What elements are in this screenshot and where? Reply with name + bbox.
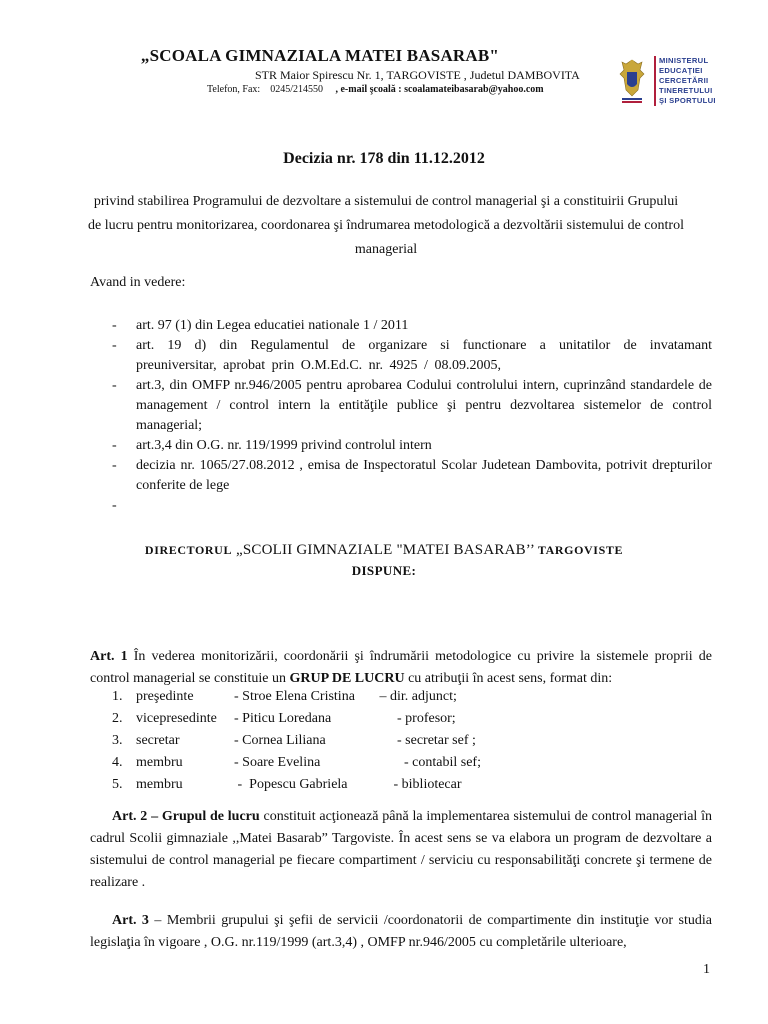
ministry-logo (618, 52, 724, 110)
member-name: - Piticu Loredana (234, 711, 332, 726)
list-item-text: art. 97 (1) din Legea educatiei nationale 1 / 2011 (136, 318, 409, 333)
legal-basis-list (90, 316, 712, 516)
article-1-text: În vederea monitorizării, coordonării şi îndrumării metodologice cu privire la sistemele proprii de control managerial se constituie un (90, 649, 713, 686)
list-item (90, 376, 712, 436)
list-item (90, 456, 712, 496)
member-number: 3. (112, 733, 123, 748)
list-dash: - (112, 438, 117, 453)
member-position: - profesor; (376, 711, 456, 726)
member-name: - Stroe Elena Cristina (234, 689, 355, 704)
member-number: 4. (112, 755, 123, 770)
article-1-label: Art. 1 (90, 649, 128, 664)
considering-heading: Avand in vedere: (90, 275, 186, 290)
ministry-line: ŞI SPORTULUI (659, 96, 716, 105)
member-role: preşedinte (136, 689, 194, 704)
director-prefix: DIRECTORUL (144, 543, 233, 557)
table-row (112, 752, 481, 774)
director-heading (0, 542, 768, 559)
list-item-text: art. 19 d) din Regulamentul de organizare si functionare a unitatilor de invatamant preuniversitar, aprobat prin O.M.Ed.C. nr. 4925 / 08.09.2005, (136, 338, 712, 373)
member-name: - Cornea Liliana (234, 733, 326, 748)
school-contact (207, 84, 544, 95)
member-position: – dir. adjunct; (376, 689, 457, 704)
list-item (90, 496, 712, 516)
member-number: 5. (112, 777, 123, 792)
member-number: 1. (112, 689, 123, 704)
phone-label: Telefon, Fax: (207, 84, 261, 95)
member-name: - Popescu Gabriela (234, 777, 348, 792)
table-row (112, 708, 481, 730)
school-name: „SCOALA GIMNAZIALA MATEI BASARAB" (140, 46, 500, 65)
article-3-label: Art. 3 (112, 913, 149, 928)
list-item-text: decizia nr. 1065/27.08.2012 , emisa de Inspectoratul Scolar Judetean Dambovita, potrivit drepturilor conferite de lege (136, 458, 712, 493)
members-list (112, 686, 481, 796)
member-role: secretar (136, 733, 180, 748)
working-group-label: GRUP DE LUCRU (289, 671, 405, 686)
decision-title: Decizia nr. 178 din 11.12.2012 (283, 150, 485, 167)
list-item-text: art.3, din OMFP nr.946/2005 pentru aprobarea Codului controlului intern, cuprinzând standardele de management / control intern la entităţile publice şi pentru dezvoltarea sistemelor de control managerial; (136, 378, 712, 433)
member-role: membru (136, 755, 183, 770)
ministry-line: TINERETULUI (659, 86, 713, 95)
list-item (90, 436, 712, 456)
phone-number: 0245/214550 (270, 84, 323, 95)
decision-subject: privind stabilirea Programului de dezvoltare a sistemului de control managerial şi a constituirii Grupului de lucru pentru monitorizarea, coordonarea şi îndrumarea metodologică a dezvoltării sistemului de control managerial (88, 194, 684, 257)
list-dash: - (112, 338, 117, 353)
coat-of-arms-icon (618, 56, 646, 106)
list-dash: - (112, 378, 117, 393)
list-item (90, 316, 712, 336)
email-label: , e-mail şcoală : (335, 84, 405, 95)
article-1 (90, 646, 712, 690)
list-item-text (136, 496, 712, 516)
email-address: scoalamateibasarab@yahoo.com (404, 84, 544, 95)
member-position: - bibliotecar (376, 777, 462, 792)
ministry-name (654, 56, 716, 106)
ministry-line: CERCETĂRII (659, 76, 709, 85)
list-item-text: art.3,4 din O.G. nr. 119/1999 privind controlul intern (136, 438, 432, 453)
page-number: 1 (703, 962, 710, 977)
ministry-line: MINISTERUL (659, 56, 709, 65)
article-3 (90, 910, 712, 954)
list-dash: - (112, 498, 117, 513)
school-address: STR Maior Spirescu Nr. 1, TARGOVISTE , Judetul DAMBOVITA (255, 68, 580, 82)
table-row (112, 730, 481, 752)
dispune-heading: DISPUNE: (351, 563, 417, 578)
member-position: - secretar sef ; (376, 733, 476, 748)
member-position: - contabil sef; (376, 755, 481, 770)
table-row (112, 686, 481, 708)
article-2 (90, 806, 712, 894)
article-3-text: – Membrii grupului şi şefii de servicii /coordonatorii de compartimente din instituţie vor studia legislaţia în vigoare , O.G. nr.119/1999 (art.3,4) , OMFP nr.946/2005 cu completările ulterioare, (90, 913, 712, 950)
article-1-text-end: cu atribuţii în acest sens, format din: (404, 671, 613, 686)
member-name: - Soare Evelina (234, 755, 321, 770)
article-2-label: Art. 2 – Grupul de lucru (112, 809, 260, 824)
member-role: membru (136, 777, 183, 792)
list-dash: - (112, 318, 117, 333)
table-row (112, 774, 481, 796)
director-school-name: „SCOLII GIMNAZIALE "MATEI BASARAB’’ (232, 542, 538, 558)
ministry-line: EDUCAŢIEI (659, 66, 703, 75)
member-number: 2. (112, 711, 123, 726)
director-city: TARGOVISTE (537, 543, 624, 557)
member-role: vicepresedinte (136, 711, 217, 726)
list-item (90, 336, 712, 376)
list-dash: - (112, 458, 117, 473)
article-2-text: constituit acţionează până la implementarea sistemului de control managerial în cadrul Scolii gimnaziale ,,Matei Basarab” Targoviste. În acest sens se va elabora un program de dezvoltare a sistemului de control managerial pe fiecare compartiment / serviciu cu responsabilităţi concrete şi termene de realizare . (90, 809, 712, 890)
